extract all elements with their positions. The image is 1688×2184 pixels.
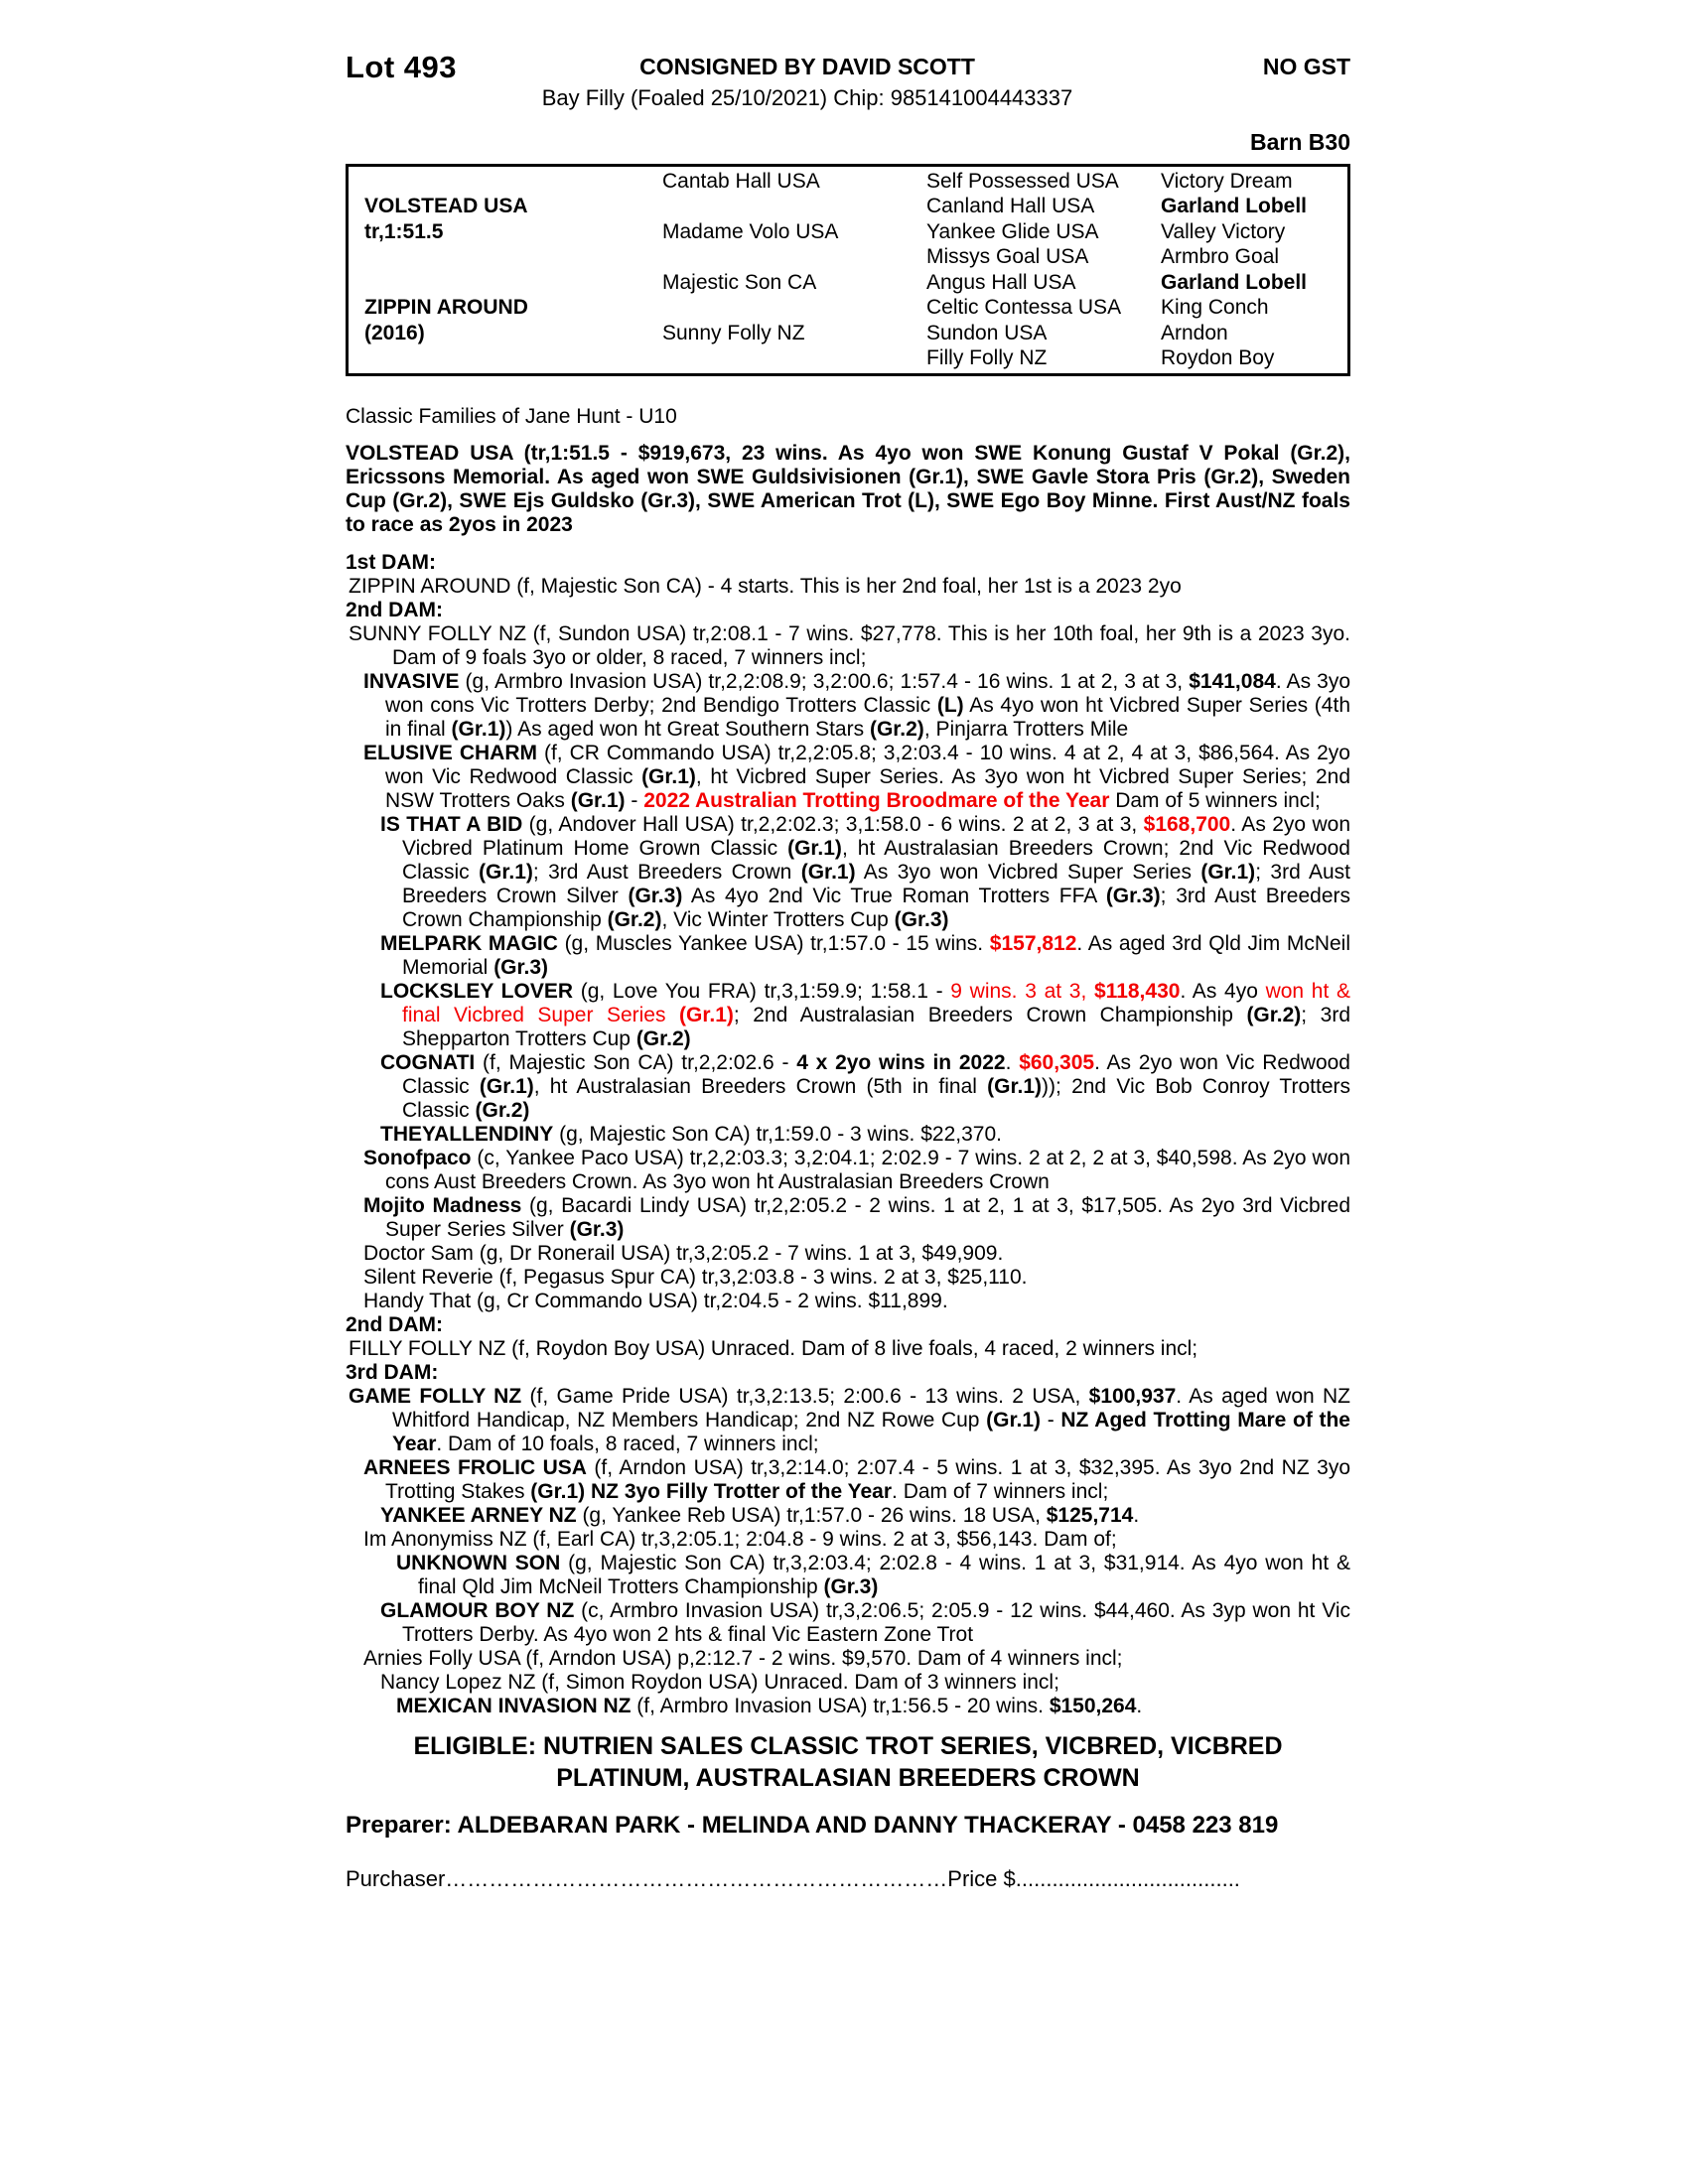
text-run: . As aged 3rd Qld Jim McNeil Memorial xyxy=(402,932,1351,979)
text-run: ELUSIVE CHARM xyxy=(363,742,537,764)
pedigree-cell: Cantab Hall USA xyxy=(662,169,820,193)
text-run: Armbro Goal xyxy=(1161,245,1280,269)
text-run: . Dam of 10 foals, 8 raced, 7 winners incl; xyxy=(436,1433,819,1455)
pedigree-cell: Self Possessed USA xyxy=(926,169,1119,193)
text-run: - xyxy=(625,789,644,812)
text-run: FILLY FOLLY NZ (f, Roydon Boy USA) Unraced. Dam of 8 live foals, 4 raced, 2 winners incl; xyxy=(349,1337,1198,1360)
text-run: SUNNY FOLLY NZ (f, Sundon USA) tr,2:08.1 - 7 wins. $27,778. This is her 10th foal, her 9th is a 2023 3yo. Dam of 9 foals 3yo or older, 8 raced, 7 winners incl; xyxy=(349,622,1350,669)
text-run: , ht Australasian Breeders Crown (5th in final xyxy=(533,1075,988,1098)
text-run: Dam of 5 winners incl; xyxy=(1109,789,1321,812)
pedigree-entry xyxy=(346,1147,1350,1194)
text-run: GAME FOLLY NZ xyxy=(349,1385,522,1408)
text-run: MEXICAN INVASION NZ xyxy=(396,1695,632,1717)
text-run: Arnies Folly USA (f, Arndon USA) p,2:12.7 - 2 wins. $9,570. Dam of 4 winners incl; xyxy=(363,1647,1123,1670)
text-run: Arndon xyxy=(1161,321,1228,344)
text-run: ZIPPIN AROUND (f, Majestic Son CA) - 4 starts. This is her 2nd foal, her 1st is a 2023 2yo xyxy=(349,575,1182,598)
eligibility-line: ELIGIBLE: NUTRIEN SALES CLASSIC TROT SERIES, VICBRED, VICBRED xyxy=(413,1732,1283,1760)
text-run: (Gr.1) xyxy=(530,1480,586,1503)
text-run: Roydon Boy xyxy=(1161,346,1275,370)
text-run: ) As aged won ht Great Southern Stars xyxy=(505,718,870,741)
price-label: Price $ xyxy=(947,1866,1016,1891)
pedigree-entry xyxy=(346,1385,1350,1456)
text-run: As 4yo 2nd Vic True Roman Trotters FFA xyxy=(682,885,1106,907)
text-run: (Gr.1) xyxy=(800,861,856,884)
text-run: (c, Yankee Paco USA) tr,2,2:03.3; 3,2:04.1; 2:02.9 - 7 wins. 2 at 2, 2 at 3, $40,598. As 2yo won cons Aust Breeders Crown. As 3yo won ht Australasian Breeders Crown xyxy=(385,1147,1350,1193)
dam-section-heading xyxy=(346,1361,1350,1385)
purchaser-dotted-line: …………………………………………………………… xyxy=(445,1866,948,1891)
text-run: 2nd DAM: xyxy=(346,599,443,621)
pedigree-cell xyxy=(1161,321,1347,346)
text-run: )); 2nd Vic Bob Conroy Trotters Classic xyxy=(402,1075,1350,1122)
text-run: (L) xyxy=(936,694,964,717)
pedigree-cell xyxy=(1161,219,1347,245)
text-run: , ht Vicbred Super Series. As 3yo won ht Vicbred Super Series; 2nd NSW Trotters Oaks xyxy=(385,765,1350,812)
text-run: . As 4yo xyxy=(1180,980,1266,1003)
text-run: Silent Reverie (f, Pegasus Spur CA) tr,3,2:03.8 - 3 wins. 2 at 3, $25,110. xyxy=(363,1266,1028,1289)
text-run: THEYALLENDINY xyxy=(380,1123,554,1146)
text-run: (Gr.2) xyxy=(607,908,662,931)
pedigree-entry xyxy=(346,1552,1350,1599)
text-run: $118,430 xyxy=(1094,980,1181,1003)
text-run: (g, Majestic Son CA) tr,1:59.0 - 3 wins. $22,370. xyxy=(553,1123,1002,1146)
text-run: , ht Australasian Breeders Crown; 2nd Vic Redwood Classic xyxy=(402,837,1350,884)
text-run: (Gr.1) xyxy=(451,718,506,741)
text-run: (g, Armbro Invasion USA) tr,2,2:08.9; 3,2:00.6; 1:57.4 - 16 wins. 1 at 2, 3 at 3, xyxy=(459,670,1190,693)
catalogue-page xyxy=(346,46,1350,1892)
text-run: (Gr.1) xyxy=(479,1075,534,1098)
pedigree-cell: Majestic Son CA xyxy=(662,270,817,294)
text-run: (Gr.1) xyxy=(1200,861,1256,884)
text-run: . As 3yo won cons Vic Trotters Derby; 2nd Bendigo Trotters Classic xyxy=(385,670,1350,717)
pedigree-entry xyxy=(346,1194,1350,1242)
text-run: (g, Majestic Son CA) tr,3,2:03.4; 2:02.8 - 4 wins. 1 at 3, $31,914. As 4yo won ht & final Qld Jim McNeil Trotters Championship xyxy=(418,1552,1350,1598)
pedigree-cell: Celtic Contessa USA xyxy=(926,296,1122,320)
pedigree-entry xyxy=(346,742,1350,813)
text-run: . As 2yo won Vicbred Platinum Home Grown Classic xyxy=(402,813,1350,860)
text-run: Sonofpaco xyxy=(363,1147,472,1169)
pedigree-sire-name: VOLSTEAD USA xyxy=(364,195,528,218)
text-run: (g, Yankee Reb USA) tr,1:57.0 - 26 wins. 18 USA, xyxy=(576,1504,1047,1527)
text-run: Victory Dream xyxy=(1161,169,1293,193)
text-run: NZ 3yo Filly Trotter of the Year xyxy=(591,1480,893,1503)
dam-section-heading xyxy=(346,551,1350,575)
text-run: Valley Victory xyxy=(1161,219,1286,243)
text-run: Doctor Sam (g, Dr Ronerail USA) tr,3,2:05.2 - 7 wins. 1 at 3, $49,909. xyxy=(363,1242,1004,1265)
text-run: ; 3rd Aust Breeders Crown Championship xyxy=(402,885,1350,931)
purchaser-label: Purchaser xyxy=(346,1866,446,1891)
text-run: MELPARK MAGIC xyxy=(380,932,558,955)
text-run: (Gr.1) xyxy=(570,789,626,812)
sire-summary-paragraph xyxy=(346,442,1350,537)
text-run: Garland Lobell xyxy=(1161,270,1308,294)
text-run: (f, Arndon USA) tr,3,2:14.0; 2:07.4 - 5 wins. 1 at 3, $32,395. As 3yo 2nd NZ 3yo Trotting Stakes xyxy=(385,1456,1350,1503)
text-run: (Gr.1) xyxy=(479,861,533,884)
pedigree-cell: Sundon USA xyxy=(926,321,1048,344)
text-run: UNKNOWN SON xyxy=(396,1552,561,1574)
pedigree-entry xyxy=(346,1242,1350,1266)
text-run: ARNEES FROLIC USA xyxy=(363,1456,587,1479)
text-run: King Conch xyxy=(1161,296,1269,320)
pedigree-cell: Missys Goal USA xyxy=(926,245,1089,269)
text-run: (Gr.1) xyxy=(987,1075,1043,1098)
text-run: . As 2yo won Vic Redwood Classic xyxy=(402,1051,1350,1098)
pedigree-cell: Sunny Folly NZ xyxy=(662,321,805,344)
text-run: . Dam of 7 winners incl; xyxy=(892,1480,1109,1503)
classic-families-line: Classic Families of Jane Hunt - U10 xyxy=(346,405,677,428)
pedigree-entry xyxy=(346,1695,1350,1718)
pedigree-dam-year: (2016) xyxy=(364,321,425,344)
text-run: (Gr.1) xyxy=(787,837,842,860)
pedigree-entry xyxy=(346,1337,1350,1361)
pedigree-sire-record: tr,1:51.5 xyxy=(364,219,444,243)
text-run: 2nd DAM: xyxy=(346,1313,443,1336)
text-run: Garland Lobell xyxy=(1161,195,1308,218)
text-run: $125,714 xyxy=(1046,1504,1134,1527)
text-run: 9 wins. 3 at 3, xyxy=(950,980,1094,1003)
text-run: LOCKSLEY LOVER xyxy=(380,980,573,1003)
pedigree-entry xyxy=(346,1051,1350,1123)
pedigree-text-block xyxy=(346,551,1350,1718)
pedigree-cell: Angus Hall USA xyxy=(926,270,1076,294)
text-run: $168,700 xyxy=(1143,813,1231,836)
text-run: (g, Muscles Yankee USA) tr,1:57.0 - 15 wins. xyxy=(557,932,990,955)
pedigree-entry xyxy=(346,575,1350,599)
text-run: (Gr.2) xyxy=(1246,1004,1302,1026)
preparer-line: Preparer: ALDEBARAN PARK - MELINDA AND DANNY THACKERAY - 0458 223 819 xyxy=(346,1812,1279,1839)
pedigree-cell: Madame Volo USA xyxy=(662,219,839,243)
text-run: INVASIVE xyxy=(363,670,460,693)
pedigree-entry xyxy=(346,932,1350,980)
text-run: ; 2nd Australasian Breeders Crown Championship xyxy=(733,1004,1247,1026)
text-run: (Gr.3) xyxy=(894,908,949,931)
text-run: COGNATI xyxy=(380,1051,476,1074)
text-run: (Gr.3) xyxy=(628,885,683,907)
text-run: 2022 Australian Trotting Broodmare of the Year xyxy=(643,789,1110,812)
text-run: (f, CR Commando USA) tr,2,2:05.8; 3,2:03.4 - 10 wins. 4 at 2, 4 at 3, $86,564. As 2yo won Vic Redwood Classic xyxy=(385,742,1350,788)
text-run: VOLSTEAD USA (tr,1:51.5 - $919,673, 23 wins. As 4yo won SWE Konung Gustaf V Pokal (Gr.2), Ericssons Memorial. As aged won SWE Guldsivisionen (Gr.1), SWE Gavle Stora Pris (Gr.2), Sweden Cup (Gr.2), SWE Ejs Guldsko (Gr.3), SWE American Trot (L), SWE Ego Boy Minne. First Aust/NZ foals to race as 2yos in 2023 xyxy=(346,442,1350,536)
pedigree-cell: Filly Folly NZ xyxy=(926,346,1048,370)
text-run: (g, Bacardi Lindy USA) tr,2,2:05.2 - 2 wins. 1 at 2, 1 at 3, $17,505. As 2yo 3rd Vicbred Super Series Silver xyxy=(385,1194,1351,1241)
pedigree-cell xyxy=(1161,296,1347,322)
text-run: $150,264 xyxy=(1049,1695,1137,1717)
consignor-title: CONSIGNED BY DAVID SCOTT xyxy=(639,54,975,79)
text-run: $60,305 xyxy=(1019,1051,1095,1074)
text-run: . xyxy=(1133,1504,1140,1527)
text-run: As 4yo won ht Vicbred Super Series (4th in final xyxy=(385,694,1350,741)
text-run: . xyxy=(1005,1051,1020,1074)
dam-section-heading xyxy=(346,599,1350,622)
pedigree-cell xyxy=(1161,245,1347,271)
text-run: (Gr.3) xyxy=(493,956,549,979)
pedigree-entry xyxy=(346,1504,1350,1528)
text-run: (c, Armbro Invasion USA) tr,3,2:06.5; 2:05.9 - 12 wins. $44,460. As 3yp won ht Vic Trotters Derby. As 4yo won 2 hts & final Vic Eastern Zone Trot xyxy=(402,1599,1350,1646)
text-run: won ht & final Vicbred Super Series xyxy=(402,980,1351,1026)
text-run: Nancy Lopez NZ (f, Simon Roydon USA) Unraced. Dam of 3 winners incl; xyxy=(380,1671,1059,1694)
pedigree-entry xyxy=(346,1456,1350,1504)
text-run: $141,084 xyxy=(1189,670,1276,693)
text-run: (Gr.1) xyxy=(986,1409,1042,1432)
text-run: - xyxy=(1041,1409,1061,1432)
pedigree-cell xyxy=(1161,270,1347,296)
text-run: , Pinjarra Trotters Mile xyxy=(923,718,1129,741)
pedigree-entry xyxy=(346,1599,1350,1647)
pedigree-table xyxy=(346,164,1350,376)
text-run: (Gr.2) xyxy=(869,718,924,741)
text-run: 4 x 2yo wins in 2022 xyxy=(796,1051,1006,1074)
price-dotted-line: ..................................... xyxy=(1015,1866,1240,1891)
text-run: GLAMOUR BOY NZ xyxy=(380,1599,575,1622)
text-run: . As aged won NZ Whitford Handicap, NZ Members Handicap; 2nd NZ Rowe Cup xyxy=(392,1385,1350,1432)
pedigree-entry xyxy=(346,622,1350,670)
text-run: 3rd DAM: xyxy=(346,1361,439,1384)
horse-description: Bay Filly (Foaled 25/10/2021) Chip: 985141004443337 xyxy=(541,85,1073,110)
pedigree-dam-name: ZIPPIN AROUND xyxy=(364,296,528,320)
eligibility-line: PLATINUM, AUSTRALASIAN BREEDERS CROWN xyxy=(556,1764,1140,1792)
pedigree-entry xyxy=(346,670,1350,742)
pedigree-entry xyxy=(346,1528,1350,1552)
lot-number: Lot 493 xyxy=(346,50,458,84)
page-header xyxy=(346,46,1350,163)
text-run: (f, Game Pride USA) tr,3,2:13.5; 2:00.6 - 13 wins. 2 USA, xyxy=(521,1385,1089,1408)
text-run: (f, Armbro Invasion USA) tr,1:56.5 - 20 wins. xyxy=(631,1695,1050,1717)
text-run: (g, Andover Hall USA) tr,2,2:02.3; 3,1:58.0 - 6 wins. 2 at 2, 3 at 3, xyxy=(522,813,1144,836)
text-run: (Gr.3) xyxy=(1105,885,1161,907)
text-run: (Gr.1) xyxy=(679,1004,734,1026)
text-run: Handy That (g, Cr Commando USA) tr,2:04.5 - 2 wins. $11,899. xyxy=(363,1290,948,1312)
text-run: 1st DAM: xyxy=(346,551,437,574)
pedigree-cell xyxy=(1161,195,1347,220)
pedigree-entry xyxy=(346,813,1350,932)
text-run: YANKEE ARNEY NZ xyxy=(380,1504,577,1527)
text-run: IS THAT A BID xyxy=(380,813,523,836)
pedigree-entry xyxy=(346,980,1350,1051)
text-run: (Gr.3) xyxy=(823,1575,879,1598)
text-run: (Gr.2) xyxy=(635,1027,691,1050)
pedigree-cell xyxy=(1161,346,1347,372)
text-run: As 3yo won Vicbred Super Series xyxy=(855,861,1201,884)
barn-number: Barn B30 xyxy=(1250,129,1350,155)
text-run: (Gr.1) xyxy=(641,765,696,788)
text-run: (Gr.2) xyxy=(475,1099,530,1122)
pedigree-entry xyxy=(346,1290,1350,1313)
dam-section-heading xyxy=(346,1313,1350,1337)
pedigree-entry xyxy=(346,1671,1350,1695)
text-run: Im Anonymiss NZ (f, Earl CA) tr,3,2:05.1; 2:04.8 - 9 wins. 2 at 3, $56,143. Dam of; xyxy=(363,1528,1117,1551)
text-run: (g, Love You FRA) tr,3,1:59.9; 1:58.1 - xyxy=(573,980,951,1003)
gst-status: NO GST xyxy=(1262,54,1350,79)
text-run: ; 3rd Aust Breeders Crown Silver xyxy=(402,861,1350,907)
text-run: ; 3rd Aust Breeders Crown xyxy=(532,861,801,884)
purchaser-price-line xyxy=(346,1866,1350,1892)
eligibility-statement xyxy=(346,1730,1350,1794)
text-run: (Gr.3) xyxy=(569,1218,625,1241)
pedigree-cell: Canland Hall USA xyxy=(926,195,1095,218)
pedigree-cell xyxy=(1161,169,1347,195)
text-run: , Vic Winter Trotters Cup xyxy=(661,908,895,931)
text-run: . xyxy=(1136,1695,1143,1717)
text-run: (f, Majestic Son CA) tr,2,2:02.6 - xyxy=(475,1051,797,1074)
text-run: ; 3rd Shepparton Trotters Cup xyxy=(402,1004,1351,1050)
text-run: Mojito Madness xyxy=(363,1194,522,1217)
pedigree-entry xyxy=(346,1123,1350,1147)
pedigree-entry xyxy=(346,1647,1350,1671)
text-run: NZ Aged Trotting Mare of the Year xyxy=(392,1409,1350,1455)
pedigree-entry xyxy=(346,1266,1350,1290)
text-run: $157,812 xyxy=(989,932,1077,955)
text-run: $100,937 xyxy=(1088,1385,1177,1408)
pedigree-cell: Yankee Glide USA xyxy=(926,219,1099,243)
